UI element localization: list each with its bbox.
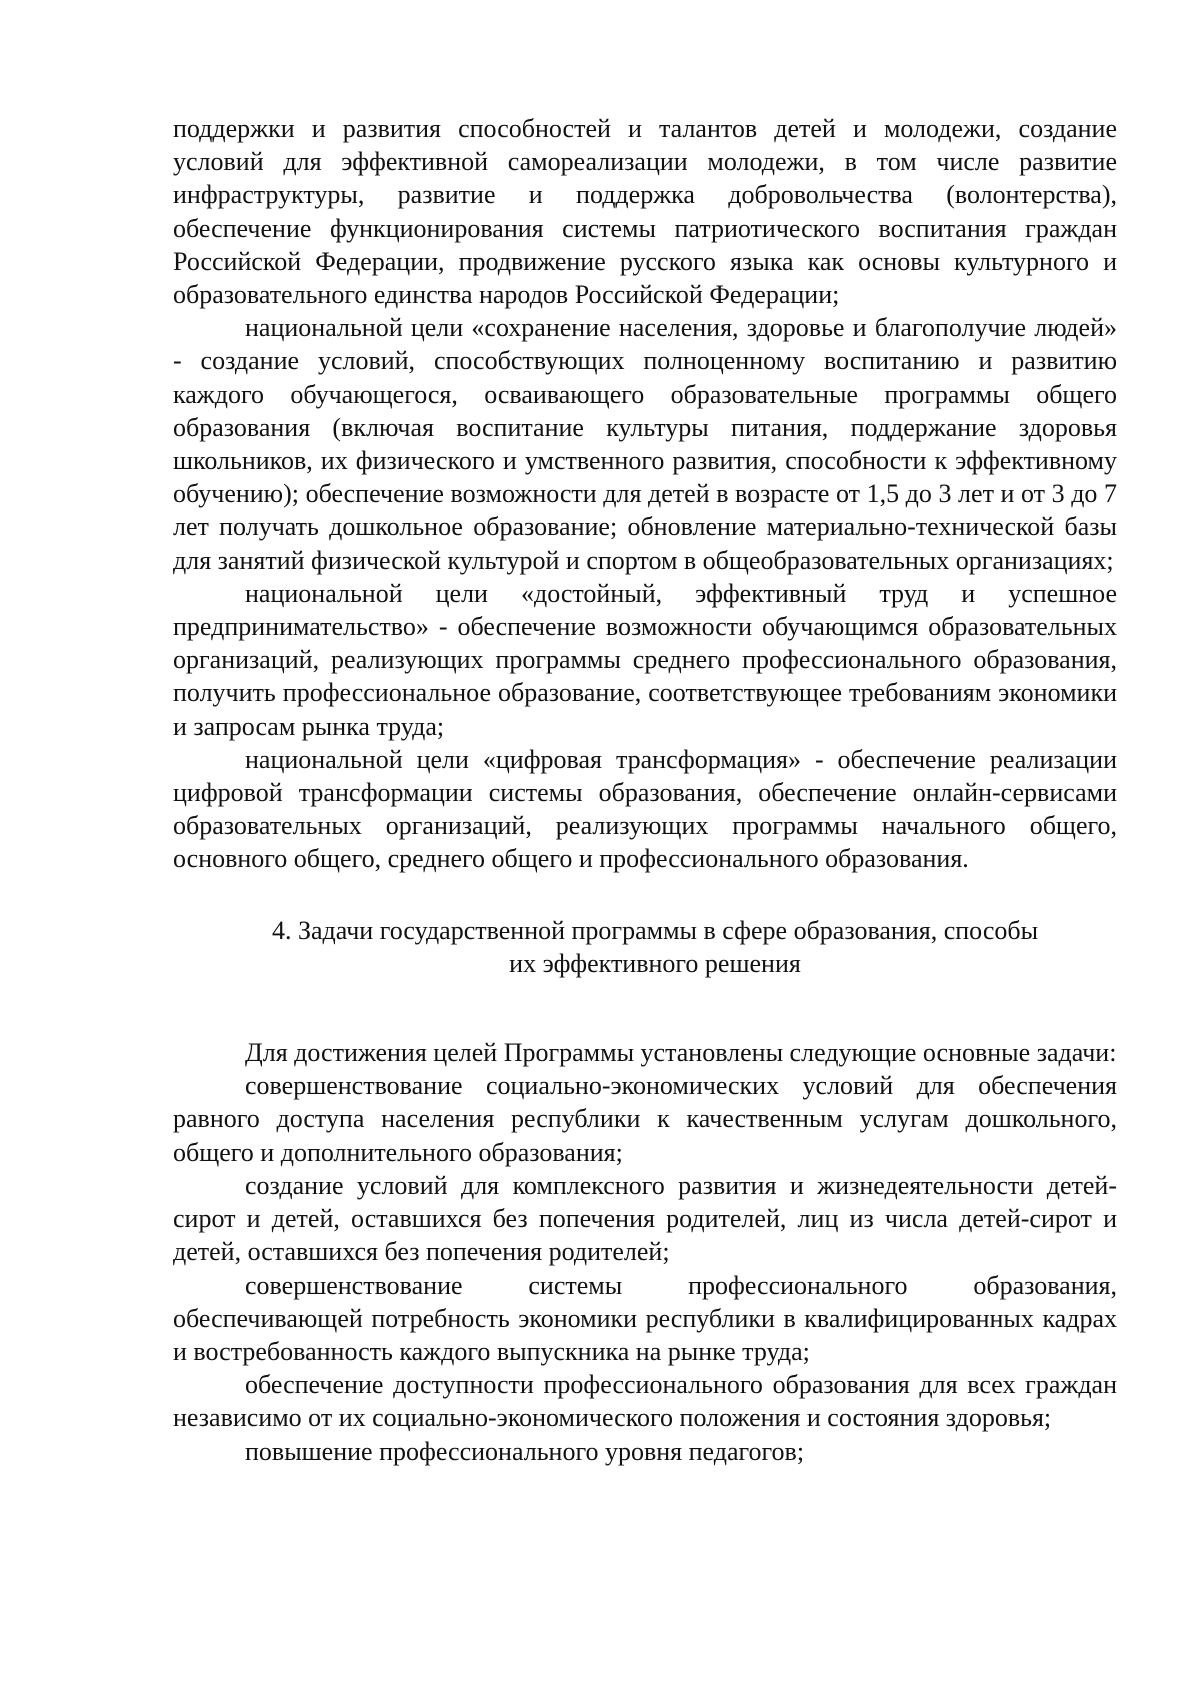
- section-heading: [173, 914, 1117, 980]
- paragraph-task-teacher-level: повышение профессионального уровня педагогов;: [245, 1436, 805, 1466]
- paragraph-support-youth: поддержки и развития способностей и талантов детей и молодежи, создание условий для эффективной самореализации молодежи, в том числе развитие инфраструктуры, развитие и поддержка добровольчества (волонтерства), обеспечение функционирования системы патриотического воспитания граждан Российской Федерации, продвижение русского языка как основы культурного и образовательного единства народов Российской Федерации;: [173, 114, 1117, 310]
- paragraph-goal-digital-transformation: национальной цели «цифровая трансформация» - обеспечение реализации цифровой трансформации системы образования, обеспечение онлайн-сервисами образовательных организаций, реализующих программы начального общего, основного общего, среднего общего и профессионального образования.: [173, 744, 1117, 874]
- paragraph-task-vocational-system: совершенствование системы профессионального образования, обеспечивающей потребность экономики республики в квалифицированных кадрах и востребованность каждого выпускника на рынке труда;: [173, 1270, 1117, 1366]
- paragraph-task-equal-access: совершенствование социально-экономических условий для обеспечения равного доступа населения республики к качественным услугам дошкольного, общего и дополнительного образования;: [173, 1071, 1117, 1167]
- document-page: [173, 112, 1117, 1468]
- section-heading-line-1: 4. Задачи государственной программы в сфере образования, способы: [271, 915, 1039, 945]
- paragraph-goal-decent-work: национальной цели «достойный, эффективный труд и успешное предпринимательство» - обеспечение возможности обучающимся образовательных организаций, реализующих программы среднего профессионального образования, получить профессиональное образование, соответствующее требованиям экономики и запросам рынка труда;: [173, 578, 1117, 741]
- paragraph-task-orphans: создание условий для комплексного развития и жизнедеятельности детей-сирот и детей, оставшихся без попечения родителей, лиц из числа детей-сирот и детей, оставшихся без попечения родителей;: [173, 1170, 1117, 1267]
- section-heading-line-2: их эффективного решения: [509, 948, 801, 978]
- paragraph-tasks-intro: Для достижения целей Программы установлены следующие основные задачи:: [245, 1038, 1117, 1068]
- paragraph-goal-population-health: национальной цели «сохранение населения, здоровье и благополучие людей» - создание условий, способствующих полноценному воспитанию и развитию каждого обучающегося, осваивающего образовательные программы общего образования (включая воспитание культуры питания, поддержание здоровья школьников, их физического и умственного развития, способности к эффективному обучению); обеспечение возможности для детей в возрасте от 1,5 до 3 лет и от 3 до 7 лет получать дошкольное образование; обновление материально-технической базы для занятий физической культурой и спортом в общеобразовательных организациях;: [173, 313, 1117, 575]
- paragraph-task-vocational-access: обеспечение доступности профессионального образования для всех граждан независимо от их социально-экономического положения и состояния здоровья;: [173, 1370, 1117, 1433]
